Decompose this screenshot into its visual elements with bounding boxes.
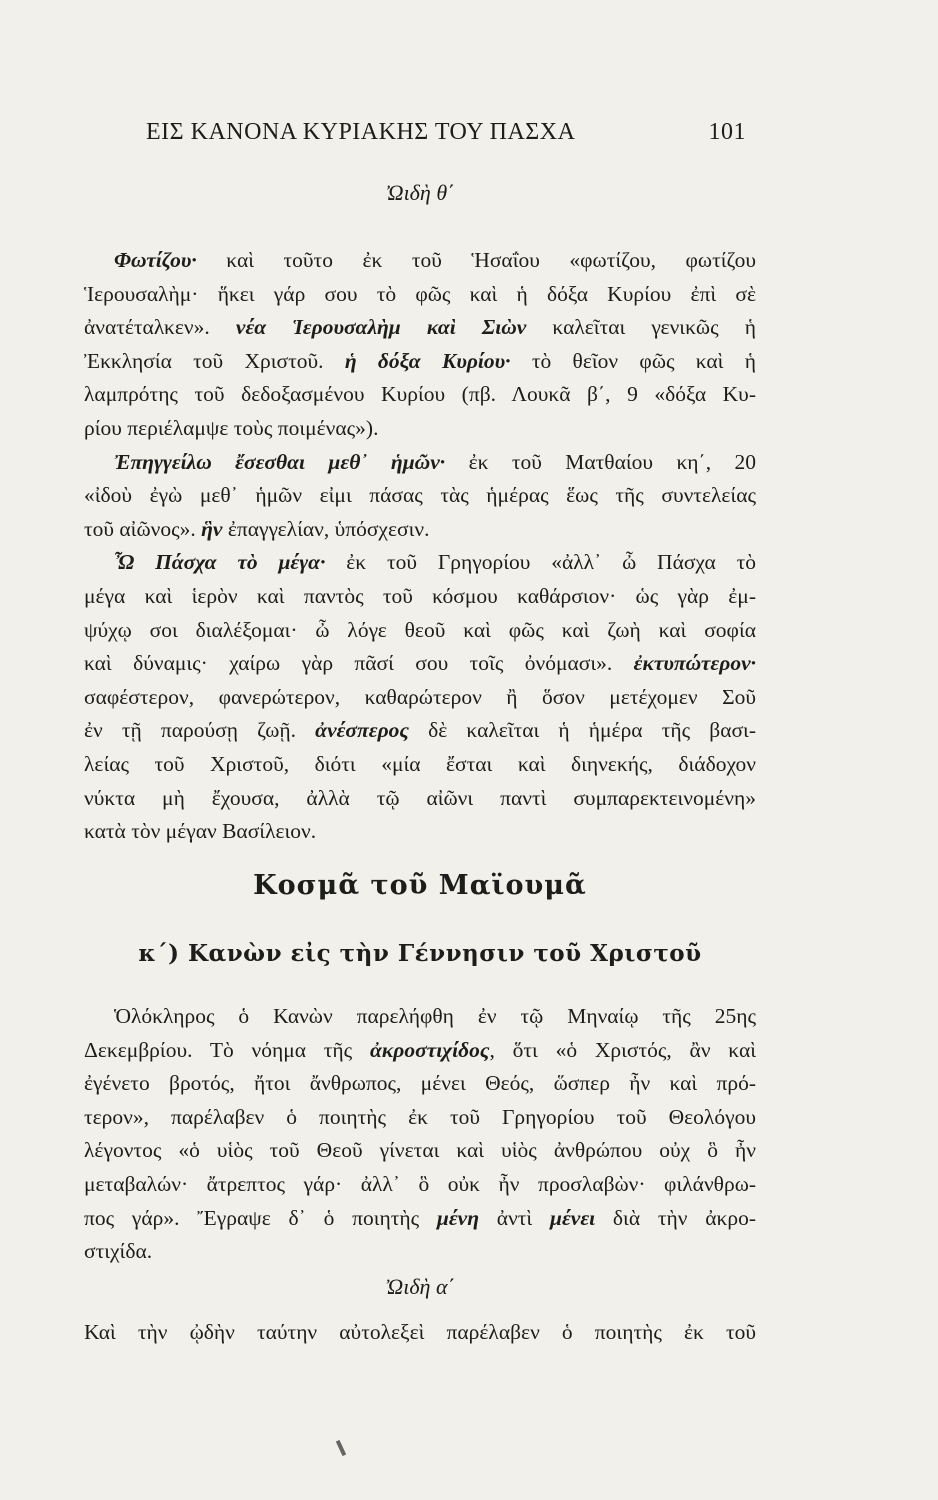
ink-smudge [336,1440,346,1456]
text-line [84,1134,756,1168]
text-line [84,446,756,480]
body-text: διὰ τὴν ἀκρο- [595,1205,756,1230]
body-text: λέγοντος «ὁ υἱὸς τοῦ Θεοῦ γίνεται καὶ υἱὸς ἀνθρώπου οὐχ ὃ ἦν [84,1138,756,1163]
body-text: μέγα καὶ ἱερὸν καὶ παντὸς τοῦ κόσμου καθάρσιον· ὡς γὰρ ἐμ- [84,583,756,608]
lemma-text: ἡ δόξα Κυρίου· [344,348,511,373]
commentary-block-1 [84,244,756,849]
lemma-text: μένει [550,1205,596,1230]
body-text: ρίου περιέλαμψε τοὺς ποιμένας»). [84,415,379,440]
lemma-text: ἀνέσπερος [315,718,409,743]
canon-subheading: κ΄) Κανὼν εἰς τὴν Γέννησιν τοῦ Χριστοῦ [138,940,702,967]
body-text: σαφέστερον, φανερώτερον, καθαρώτερον ἢ ὅσον μετέχομεν Σοῦ [84,684,756,709]
lemma-text: μένη [436,1205,480,1230]
text-line [84,714,756,748]
text-line [84,278,756,312]
text-line [84,1235,756,1269]
body-text: Ὁλόκληρος ὁ Κανὼν παρελήφθη ἐν τῷ Μηναίῳ τῆς 25ης [114,1004,756,1028]
lemma-text: ἣν [201,516,223,541]
body-text: καὶ δύναμις· χαίρω γὰρ πᾶσί σου τοῖς ὀνόμασι». [84,651,634,676]
ode-title: Ὠιδὴ α΄ [385,1274,455,1299]
body-text: ἀντὶ [479,1205,550,1230]
body-text: «ἰδοὺ ἐγὼ μεθ᾽ ἡμῶν εἰμι πάσας τὰς ἡμέρας ἕως τῆς συντελείας [84,483,756,508]
text-line [84,1034,756,1068]
text-line [84,1067,756,1101]
text-line [84,681,756,715]
text-line [84,479,756,513]
text-line [84,815,756,849]
body-text: καλεῖται γενικῶς ἡ [526,315,756,340]
text-line [84,1101,756,1135]
body-text: ἐγένετο βροτός, ἤτοι ἄνθρωπος, μένει Θεός, ὥσπερ ἦν καὶ πρό- [84,1071,756,1096]
body-text: ψύχῳ σοι διαλέξομαι· ὦ λόγε θεοῦ καὶ φῶς καὶ ζωὴ καὶ σοφία [84,617,756,642]
ode-1-title [84,1270,756,1304]
section-heading: Κοσμᾶ τοῦ Μαϊουμᾶ [253,870,587,901]
text-line [84,378,756,412]
body-text: ἐπαγγελίαν, ὑπόσχεσιν. [222,516,430,541]
text-line [84,311,756,345]
body-text: τερον», παρέλαβεν ὁ ποιητὴς ἐκ τοῦ Γρηγορίου τοῦ Θεολόγου [84,1104,756,1129]
text-line [84,513,756,547]
paragraph-pascha [84,546,756,848]
lemma-text: ἐκτυπώτερον· [633,651,756,676]
paragraph-epeggeilo [84,446,756,547]
body-text: δὲ καλεῖται ἡ ἡμέρα τῆς βασι- [408,718,756,743]
text-line [84,748,756,782]
text-line [84,412,756,446]
text-line [84,1316,756,1350]
commentary-block-2 [84,1000,756,1269]
body-text: πος γάρ». Ἔγραψε δ᾽ ὁ ποιητὴς [84,1205,437,1230]
body-text: τοῦ αἰῶνος». [84,516,202,541]
paragraph-ode-1 [84,1316,756,1350]
commentary-block-3 [84,1316,756,1350]
text-line [84,1168,756,1202]
text-line [84,580,756,614]
body-text: ἀνατέταλκεν». [84,315,236,340]
ode-title: Ὠιδὴ θ΄ [385,180,455,205]
text-line [84,647,756,681]
paragraph-photizou [84,244,756,446]
paragraph-canon-intro [84,1000,756,1269]
text-line [84,614,756,648]
lemma-text: Ἐπηγγείλω ἔσεσθαι μεθ᾽ ἡμῶν· [114,449,446,474]
ode-9-title [84,176,756,210]
lemma-text: Ὦ Πάσχα τὸ μέγα· [114,550,326,575]
body-text: λείας τοῦ Χριστοῦ, διότι «μία ἔσται καὶ διηνεκής, διάδοχον [84,751,756,776]
text-line [84,1000,756,1034]
body-text: , ὅτι «ὁ Χριστός, ἂν καὶ [489,1037,757,1062]
page-number: 101 [708,119,746,145]
body-text: ἐκ τοῦ Γρηγορίου «ἀλλ᾽ ὦ Πάσχα τὸ [325,550,756,575]
text-line [84,345,756,379]
lemma-text: Φωτίζου· [114,248,197,272]
body-text: Ἱερουσαλὴμ· ἥκει γάρ σου τὸ φῶς καὶ ἡ δόξα Κυρίου ἐπὶ σὲ [84,281,756,306]
running-head-title: ΕΙΣ ΚΑΝΟΝΑ ΚΥΡΙΑΚΗΣ ΤΟΥ ΠΑΣΧΑ [146,119,576,145]
body-text: Ἐκκλησία τοῦ Χριστοῦ. [84,348,345,373]
text-line [84,244,756,278]
body-text: ἐκ τοῦ Ματθαίου κη΄, 20 [445,449,756,474]
lemma-text: ἀκροστιχίδος [369,1037,490,1062]
running-head [146,113,746,153]
body-text: Καὶ τὴν ᾠδὴν ταύτην αὐτολεξεὶ παρέλαβεν ὁ ποιητὴς ἐκ τοῦ [84,1320,756,1344]
body-text: ἐν τῇ παρούσῃ ζωῇ. [84,718,316,743]
text-line [84,782,756,816]
body-text: κατὰ τὸν μέγαν Βασίλειον. [84,819,317,844]
lemma-text: νέα Ἱερουσαλὴμ καὶ Σιὼν [235,315,527,340]
body-text: καὶ τοῦτο ἐκ τοῦ Ἡσαΐου «φωτίζου, φωτίζου [196,248,756,272]
body-text: στιχίδα. [84,1239,153,1264]
body-text: τὸ θεῖον φῶς καὶ ἡ [510,348,756,373]
body-text: Δεκεμβρίου. Τὸ νόημα τῆς [84,1037,370,1062]
text-line [84,546,756,580]
body-text: μεταβαλών· ἄτρεπτος γάρ· ἀλλ᾽ ὃ οὐκ ἦν προσλαβὼν· φιλάνθρω- [84,1171,756,1196]
body-text: λαμπρότης τοῦ δεδοξασμένου Κυρίου (πβ. Λουκᾶ β΄, 9 «δόξα Κυ- [84,382,756,407]
body-text: νύκτα μὴ ἔχουσα, ἀλλὰ τῷ αἰῶνι παντὶ συμπαρεκτεινομένη» [84,785,756,810]
text-line [84,1202,756,1236]
